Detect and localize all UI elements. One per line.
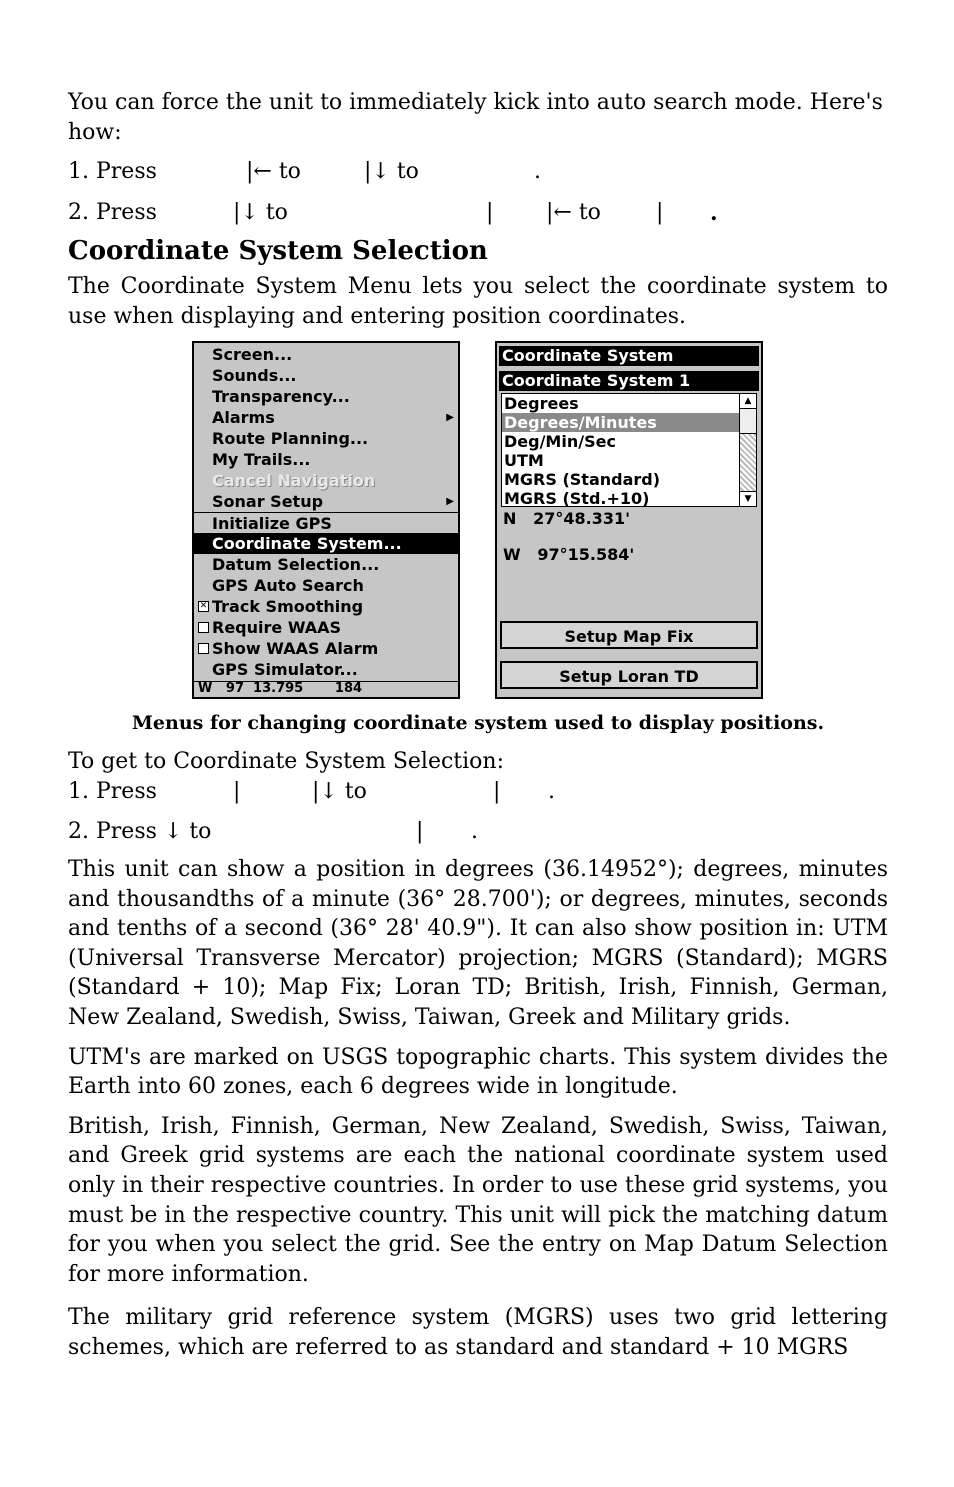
- step-2: [68, 198, 888, 228]
- menu-item-route-planning[interactable]: Route Planning...: [212, 429, 369, 449]
- menu-item-screen[interactable]: Screen...: [212, 345, 293, 365]
- option-utm[interactable]: UTM: [504, 451, 544, 471]
- menu-item-sonar-setup[interactable]: [194, 491, 458, 512]
- step-b-2-end: .: [471, 818, 478, 844]
- menu-item-require-waas-label: Require WAAS: [212, 618, 342, 638]
- checkbox-unchecked-icon[interactable]: [198, 622, 209, 633]
- step-b-2: [68, 817, 888, 847]
- coordinate-system-screen: [495, 341, 763, 699]
- status-footer: W 97 13.795 184: [194, 681, 458, 698]
- step-2-press: 2. Press: [68, 200, 157, 226]
- step-b-1: [68, 777, 888, 807]
- paragraph-utm: UTM's are marked on USGS topographic charts. This system divides the Earth into 60 zones, each 6 degrees wide in longitude.: [68, 1044, 888, 1100]
- step-b-1-part-a: |: [233, 778, 241, 804]
- paragraph-mgrs: The military grid reference system (MGRS) uses two grid lettering schemes, which are referred to as standard and standard + 10 MGRS: [68, 1305, 888, 1360]
- list-scrollbar[interactable]: [739, 394, 756, 506]
- option-deg-min-sec[interactable]: Deg/Min/Sec: [504, 432, 616, 452]
- paragraph-national-grids: British, Irish, Finnish, German, New Zealand, Swedish, Swiss, Taiwan, and Greek grid systems are each the national coordinate system used only in their respective countries. In order to use these grid systems, you must be in the respective country. This unit will pick the matching datum for you when you select the grid. See the entry on Map Datum Selection for more information.: [68, 1113, 888, 1287]
- page: [68, 88, 888, 1362]
- step-b-1-press: 1. Press: [68, 778, 157, 804]
- step-1: [68, 157, 888, 187]
- step-2-part-b: |: [486, 200, 494, 226]
- menu-item-require-waas[interactable]: [194, 617, 458, 638]
- menu-item-show-waas-alarm[interactable]: [194, 638, 458, 659]
- step-1-press: 1. Press: [68, 159, 157, 185]
- option-degrees[interactable]: Degrees: [504, 394, 579, 414]
- section-heading: Coordinate System Selection: [68, 236, 488, 267]
- latitude-value: 27°48.331': [533, 509, 631, 529]
- latitude-readout: [503, 509, 630, 528]
- step-b-2-part-a: |: [416, 818, 424, 844]
- step-1-part-a: |← to: [246, 159, 301, 185]
- figure-screens: [68, 341, 888, 701]
- coordinate-options-list[interactable]: [501, 393, 757, 507]
- step-1-end: .: [534, 159, 541, 185]
- menu-item-show-waas-alarm-label: Show WAAS Alarm: [212, 639, 379, 659]
- menu-item-coordinate-system[interactable]: Coordinate System...: [194, 533, 458, 554]
- section-intro: The Coordinate System Menu lets you select the coordinate system to use when displaying and entering position coordinates.: [68, 274, 888, 329]
- menu-item-track-smoothing[interactable]: [194, 596, 458, 617]
- step-2-part-d: |: [656, 200, 664, 226]
- menu-item-datum-selection[interactable]: Datum Selection...: [212, 555, 380, 575]
- option-mgrs-standard[interactable]: MGRS (Standard): [504, 470, 661, 490]
- menu-item-sounds[interactable]: Sounds...: [212, 366, 297, 386]
- menu-item-cancel-navigation: Cancel Navigation: [212, 471, 376, 491]
- setup-map-fix-button[interactable]: Setup Map Fix: [500, 621, 758, 649]
- menu-item-my-trails[interactable]: My Trails...: [212, 450, 311, 470]
- main-menu-screen: [192, 341, 460, 699]
- scroll-up-icon[interactable]: ▲: [740, 394, 756, 409]
- option-mgrs-std-10[interactable]: MGRS (Std.+10): [504, 489, 650, 509]
- submenu-arrow-icon: ▶: [446, 412, 454, 424]
- longitude-value: 97°15.584': [537, 545, 635, 565]
- step-b-1-end: .: [548, 778, 555, 804]
- step-1-part-b: |↓ to: [364, 159, 419, 185]
- paragraph-formats: This unit can show a position in degrees (36.14952°); degrees, minutes and thousandths of a minute (36° 28.700'); or degrees, minutes, seconds and tenths of a second (36° 28' 40.9"). It can also show position in: UTM (Universal Transverse Mercator) projection; MGRS (Standard); MGRS (Standard + 10); Map Fix; Loran TD; British, Irish, Finnish, German, New Zealand, Swedish, Swiss, Taiwan, Greek and Military grids.: [68, 856, 888, 1030]
- intro-text: You can force the unit to immediately kick into auto search mode. Here's how:: [68, 90, 883, 145]
- menu-item-alarms-label: Alarms: [212, 408, 275, 428]
- menu-item-gps-auto-search[interactable]: GPS Auto Search: [212, 576, 364, 596]
- longitude-readout: [503, 545, 634, 564]
- checkbox-checked-icon[interactable]: ✕: [199, 601, 208, 612]
- step-b-1-part-b: |↓ to: [312, 778, 367, 804]
- longitude-label: W: [503, 545, 521, 565]
- option-degrees-minutes[interactable]: Degrees/Minutes: [502, 413, 739, 432]
- latitude-label: N: [503, 509, 517, 529]
- coordinate-system-selector[interactable]: Coordinate System 1: [499, 371, 759, 391]
- menu-item-sonar-setup-label: Sonar Setup: [212, 492, 324, 512]
- setup-loran-td-button[interactable]: Setup Loran TD: [500, 661, 758, 689]
- submenu-arrow-icon: ▶: [446, 496, 454, 508]
- checkbox-unchecked-icon[interactable]: [198, 643, 209, 654]
- menu-item-track-smoothing-label: Track Smoothing: [212, 597, 364, 617]
- scroll-down-icon[interactable]: ▼: [740, 491, 756, 506]
- menu-item-transparency[interactable]: Transparency...: [212, 387, 350, 407]
- get-to-text: To get to Coordinate System Selection:: [68, 749, 504, 775]
- step-2-end: .: [710, 200, 718, 227]
- step-2-part-a: |↓ to: [233, 200, 288, 226]
- step-2-part-c: |← to: [546, 200, 601, 226]
- figure-caption: Menus for changing coordinate system used to display positions.: [131, 712, 825, 735]
- step-b-1-part-c: |: [493, 778, 501, 804]
- menu-item-initialize-gps[interactable]: Initialize GPS: [194, 512, 458, 533]
- step-b-2-press: 2. Press ↓ to: [68, 818, 212, 844]
- scroll-thumb[interactable]: [740, 409, 756, 434]
- menu-item-alarms[interactable]: [194, 407, 458, 428]
- menu-item-gps-simulator[interactable]: GPS Simulator...: [212, 660, 358, 680]
- dialog-title: Coordinate System: [499, 346, 759, 366]
